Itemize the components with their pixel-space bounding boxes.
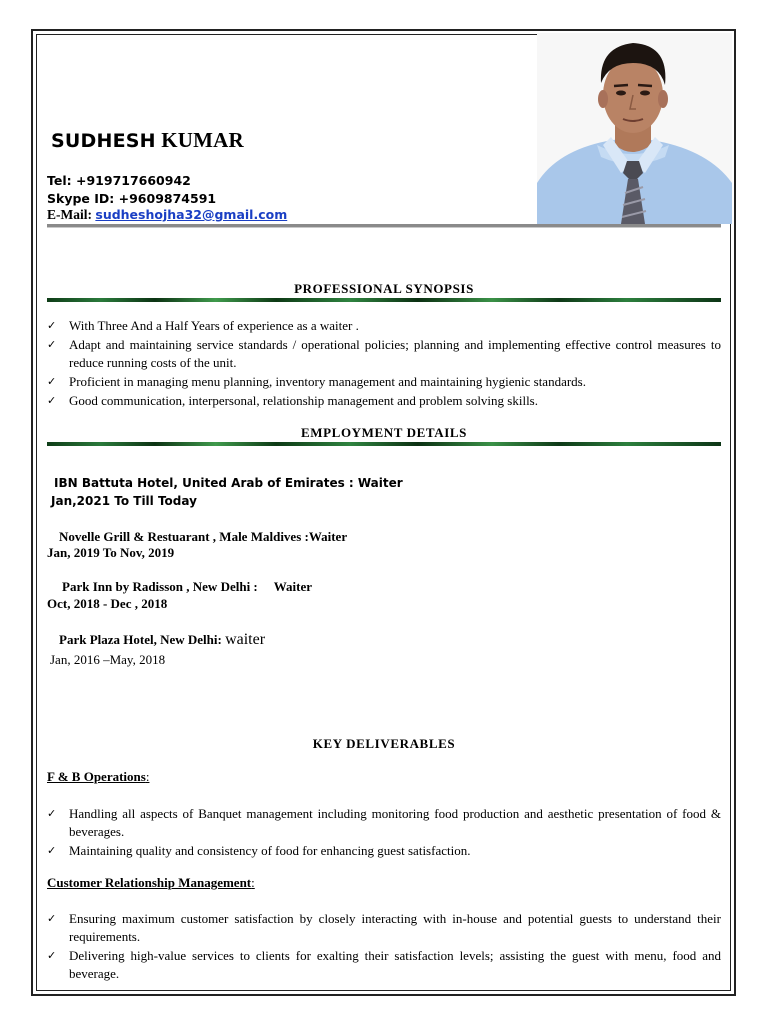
check-icon: ✓	[47, 950, 57, 962]
job-role: waiter	[225, 631, 266, 648]
employment-divider	[47, 442, 721, 446]
header-divider	[47, 224, 721, 228]
synopsis-title: PROFESSIONAL SYNOPSIS	[294, 281, 474, 296]
check-icon: ✓	[47, 395, 57, 407]
list-item: ✓ Handling all aspects of Banquet management including monitoring food production and aesthetic presentation of food & beverages.	[47, 806, 721, 839]
email-link[interactable]: sudheshojha32@gmail.com	[95, 207, 288, 222]
skype-line: Skype ID: +9609874591	[47, 191, 217, 206]
fb-operations-heading: F & B Operations:	[47, 769, 150, 784]
list-item: ✓ With Three And a Half Years of experience as a waiter .	[47, 318, 359, 333]
crm-list	[47, 910, 721, 984]
list-item: ✓ Maintaining quality and consistency of food for enhancing guest satisfaction.	[47, 843, 471, 858]
list-item: ✓ Proficient in managing menu planning, inventory management and maintaining hygienic standards.	[47, 374, 586, 389]
check-icon: ✓	[47, 339, 57, 351]
list-item: ✓ Ensuring maximum customer satisfaction by closely interacting with in-house and potential guests to understand their requirements.	[47, 911, 721, 944]
job-employer: IBN Battuta Hotel, United Arab of Emirates : Waiter	[54, 476, 403, 490]
list-item: ✓ Delivering high-value services to clients for exalting their satisfaction levels; assisting the guest with menu, food and beverage.	[47, 948, 721, 981]
deliverables-title: KEY DELIVERABLES	[312, 736, 456, 751]
email-line: E-Mail: sudheshojha32@gmail.com	[47, 207, 288, 222]
job-dates: Jan, 2019 To Nov, 2019	[47, 545, 175, 560]
person-portrait-icon	[537, 33, 732, 224]
list-item: ✓ Adapt and maintaining service standards / operational policies; planning and implementing effective control measures to reduce running costs of the unit.	[47, 337, 721, 370]
job-dates: Oct, 2018 - Dec , 2018	[47, 596, 168, 611]
synopsis-list	[47, 317, 721, 411]
fb-operations-list	[47, 805, 721, 861]
list-item: ✓ Good communication, interpersonal, relationship management and problem solving skills.	[47, 393, 538, 408]
check-icon: ✓	[47, 808, 57, 820]
job-employer: Park Inn by Radisson , New Delhi : Waiter	[62, 579, 313, 594]
profile-photo	[537, 33, 732, 224]
job-employer: Novelle Grill & Restuarant , Male Maldives :Waiter	[59, 529, 348, 544]
synopsis-divider	[47, 298, 721, 302]
crm-heading: Customer Relationship Management:	[47, 875, 255, 890]
check-icon: ✓	[47, 913, 57, 925]
employment-title: EMPLOYMENT DETAILS	[301, 425, 467, 440]
job-employer: Park Plaza Hotel, New Delhi: waiter	[59, 631, 266, 648]
check-icon: ✓	[47, 376, 57, 388]
check-icon: ✓	[47, 845, 57, 857]
job-dates: Jan, 2016 –May, 2018	[50, 652, 166, 667]
candidate-name: SUDHESH KUMAR	[51, 128, 244, 152]
tel-line: Tel: +919717660942	[47, 173, 191, 188]
check-icon: ✓	[47, 320, 57, 332]
job-dates: Jan,2021 To Till Today	[51, 494, 197, 508]
